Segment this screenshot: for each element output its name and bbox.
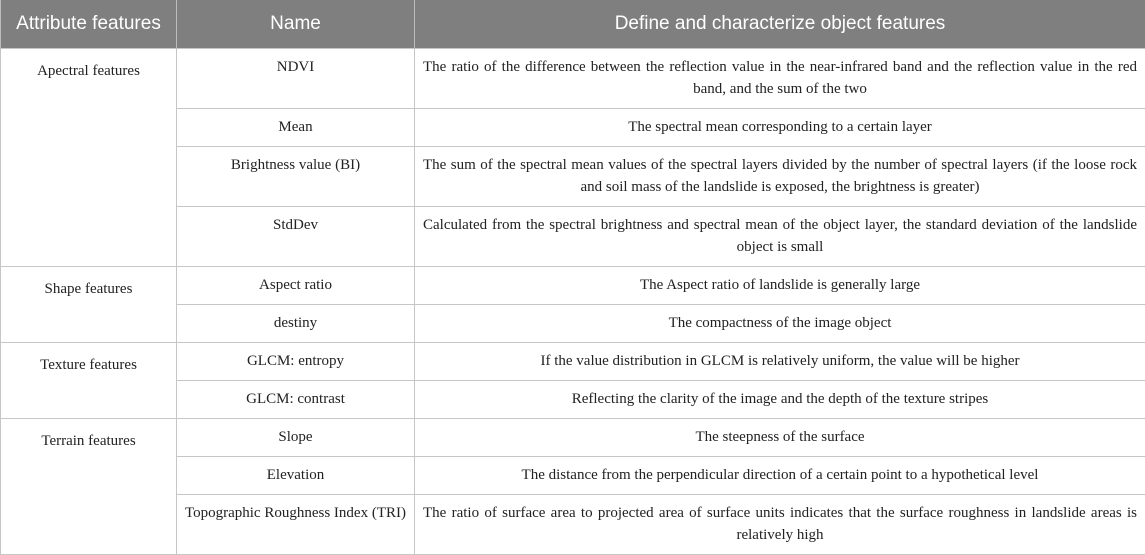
feature-name-cell: GLCM: contrast <box>177 381 415 419</box>
feature-description-cell: The Aspect ratio of landslide is generally large <box>415 267 1145 305</box>
feature-name-cell: Elevation <box>177 457 415 495</box>
attribute-cell: Terrain features <box>1 419 177 555</box>
feature-name-cell: Topographic Roughness Index (TRI) <box>177 495 415 555</box>
attribute-cell: Texture features <box>1 343 177 419</box>
header-name: Name <box>177 0 415 49</box>
attribute-cell: Apectral features <box>1 49 177 267</box>
feature-name-cell: destiny <box>177 305 415 343</box>
table-body <box>1 49 1145 555</box>
table-row <box>1 343 1145 381</box>
feature-description-cell: Reflecting the clarity of the image and the depth of the texture stripes <box>415 381 1145 419</box>
feature-description-cell: The compactness of the image object <box>415 305 1145 343</box>
feature-description-cell: The spectral mean corresponding to a certain layer <box>415 109 1145 147</box>
table-row <box>1 419 1145 457</box>
table-row <box>1 267 1145 305</box>
feature-name-cell: NDVI <box>177 49 415 109</box>
table-row <box>1 49 1145 109</box>
feature-name-cell: Slope <box>177 419 415 457</box>
feature-description-cell: The distance from the perpendicular direction of a certain point to a hypothetical level <box>415 457 1145 495</box>
feature-description-cell: If the value distribution in GLCM is relatively uniform, the value will be higher <box>415 343 1145 381</box>
feature-description-cell: The steepness of the surface <box>415 419 1145 457</box>
feature-name-cell: GLCM: entropy <box>177 343 415 381</box>
feature-description-cell: The ratio of surface area to projected area of surface units indicates that the surface roughness in landslide areas is relatively high <box>415 495 1145 555</box>
attribute-cell: Shape features <box>1 267 177 343</box>
header-definition: Define and characterize object features <box>415 0 1145 49</box>
header-attribute-features: Attribute features <box>1 0 177 49</box>
feature-name-cell: StdDev <box>177 207 415 267</box>
feature-description-cell: The sum of the spectral mean values of the spectral layers divided by the number of spectral layers (if the loose rock and soil mass of the landslide is exposed, the brightness is greater) <box>415 147 1145 207</box>
table-header <box>1 0 1145 49</box>
feature-name-cell: Brightness value (BI) <box>177 147 415 207</box>
feature-name-cell: Mean <box>177 109 415 147</box>
header-row <box>1 0 1145 49</box>
feature-description-cell: The ratio of the difference between the reflection value in the near-infrared band and the reflection value in the red band, and the sum of the two <box>415 49 1145 109</box>
feature-name-cell: Aspect ratio <box>177 267 415 305</box>
feature-description-cell: Calculated from the spectral brightness and spectral mean of the object layer, the standard deviation of the landslide object is small <box>415 207 1145 267</box>
